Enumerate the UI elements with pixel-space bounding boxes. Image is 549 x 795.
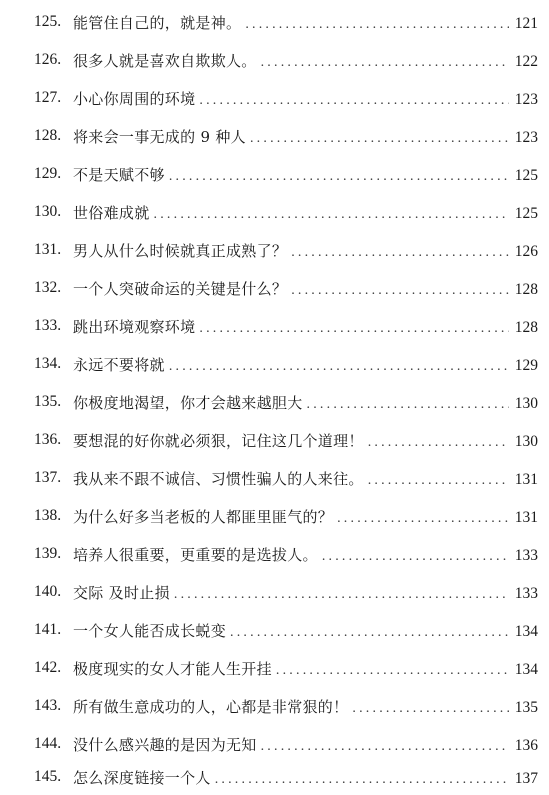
toc-entry-number: 130.: [34, 203, 62, 220]
toc-entry-page: 125: [514, 204, 538, 222]
toc-entry[interactable]: [0, 235, 549, 265]
dot-leader: [154, 207, 509, 223]
toc-entry-title: 将来会一事无成的 9 种人: [73, 127, 246, 146]
dot-leader: [169, 359, 509, 375]
dot-leader: [322, 549, 509, 565]
dot-leader: [291, 245, 509, 261]
dot-leader: [245, 17, 508, 33]
toc-entry-title: 我从来不跟不诚信、习惯性骗人的人来往。: [73, 469, 364, 488]
toc-entry-page: 130: [514, 394, 538, 412]
toc-entry-number: 127.: [34, 89, 62, 106]
toc-entry[interactable]: [0, 729, 549, 759]
toc-entry[interactable]: [0, 387, 549, 417]
toc-entry-page: 123: [514, 128, 538, 146]
dot-leader: [174, 587, 509, 603]
toc-entry-page: 133: [514, 584, 538, 602]
toc-entry-page: 131: [514, 470, 538, 488]
toc-entry-title: 交际 及时止损: [73, 583, 170, 602]
toc-entry[interactable]: [0, 691, 549, 721]
toc-entry-number: 135.: [34, 393, 62, 410]
toc-entry[interactable]: [0, 159, 549, 189]
toc-entry[interactable]: [0, 45, 549, 75]
toc-entry-title: 一个人突破命运的关键是什么？: [73, 279, 288, 298]
toc-entry-title: 所有做生意成功的人，心都是非常狠的！: [73, 697, 349, 716]
toc-entry-number: 145.: [34, 768, 62, 785]
toc-entry-number: 133.: [34, 317, 62, 334]
dot-leader: [199, 93, 508, 109]
toc-entry-page: 134: [514, 660, 538, 678]
toc-entry-number: 131.: [34, 241, 62, 258]
toc-entry-number: 137.: [34, 469, 62, 486]
dot-leader: [368, 473, 509, 489]
toc-entry[interactable]: [0, 577, 549, 607]
toc-entry-title: 你极度地渴望，你才会越来越胆大: [73, 393, 303, 412]
toc-entry[interactable]: [0, 349, 549, 379]
toc-entry-page: 121: [514, 14, 538, 32]
toc-entry[interactable]: [0, 425, 549, 455]
toc-entry[interactable]: [0, 197, 549, 227]
toc-entry-page: 126: [514, 242, 538, 260]
dot-leader: [199, 321, 508, 337]
toc-entry[interactable]: [0, 7, 549, 37]
toc-entry-page: 134: [514, 622, 538, 640]
toc-entry-page: 128: [514, 318, 538, 336]
toc-entry-page: 129: [514, 356, 538, 374]
toc-entry-page: 130: [514, 432, 538, 450]
toc-entry-number: 139.: [34, 545, 62, 562]
dot-leader: [261, 55, 509, 71]
toc-entry-page: 128: [514, 280, 538, 298]
toc-entry[interactable]: [0, 653, 549, 683]
dot-leader: [307, 397, 509, 413]
toc-entry-title: 小心你周围的环境: [73, 89, 196, 108]
toc-entry-page: 125: [514, 166, 538, 184]
toc-entry[interactable]: [0, 121, 549, 151]
dot-leader: [261, 739, 509, 755]
toc-entry-number: 142.: [34, 659, 62, 676]
toc-entry-number: 134.: [34, 355, 62, 372]
toc-entry-title: 一个女人能否成长蜕变: [73, 621, 227, 640]
toc-entry[interactable]: [0, 311, 549, 341]
toc-entry-title: 怎么深度链接一个人: [73, 768, 211, 787]
toc-entry-title: 不是天赋不够: [73, 165, 165, 184]
toc-entry-title: 男人从什么时候就真正成熟了？: [73, 241, 288, 260]
toc-entry-title: 永远不要将就: [73, 355, 165, 374]
toc-entry-number: 125.: [34, 13, 62, 30]
toc-entry-page: 131: [514, 508, 538, 526]
toc-entry-number: 140.: [34, 583, 62, 600]
toc-entry-title: 极度现实的女人才能人生开挂: [73, 659, 272, 678]
toc-entry-number: 128.: [34, 127, 62, 144]
toc-entry[interactable]: [0, 273, 549, 303]
dot-leader: [352, 701, 508, 717]
toc-entry-page: 136: [514, 736, 538, 754]
toc-entry[interactable]: [0, 762, 549, 792]
toc-entry[interactable]: [0, 83, 549, 113]
toc-entry-title: 为什么好多当老板的人都匪里匪气的？: [73, 507, 334, 526]
toc-entry-number: 141.: [34, 621, 62, 638]
dot-leader: [230, 625, 509, 641]
toc-entry-title: 跳出环境观察环境: [73, 317, 196, 336]
toc-entry-number: 138.: [34, 507, 62, 524]
toc-entry-title: 要想混的好你就必须狠，记住这几个道理！: [73, 431, 364, 450]
dot-leader: [250, 131, 509, 147]
toc-entry-title: 很多人就是喜欢自欺欺人。: [73, 51, 257, 70]
toc-entry-title: 没什么感兴趣的是因为无知: [73, 735, 257, 754]
toc-entry[interactable]: [0, 463, 549, 493]
dot-leader: [337, 511, 509, 527]
toc-entry[interactable]: [0, 501, 549, 531]
toc-entry-number: 132.: [34, 279, 62, 296]
toc-entry-page: 123: [514, 90, 538, 108]
toc-entry-page: 122: [514, 52, 538, 70]
toc-entry-number: 129.: [34, 165, 62, 182]
toc-entry-number: 144.: [34, 735, 62, 752]
dot-leader: [276, 663, 509, 679]
toc-entry-number: 143.: [34, 697, 62, 714]
toc-entry[interactable]: [0, 615, 549, 645]
dot-leader: [291, 283, 509, 299]
toc-entry[interactable]: [0, 539, 549, 569]
toc-entry-title: 世俗难成就: [73, 203, 150, 222]
toc-entry-page: 137: [514, 769, 538, 787]
dot-leader: [169, 169, 509, 185]
toc-entry-title: 培养人很重要，更重要的是选拔人。: [73, 545, 318, 564]
dot-leader: [368, 435, 509, 451]
toc-entry-number: 126.: [34, 51, 62, 68]
toc-entry-number: 136.: [34, 431, 62, 448]
toc-entry-page: 135: [514, 698, 538, 716]
toc-entry-page: 133: [514, 546, 538, 564]
toc-entry-title: 能管住自己的，就是神。: [73, 13, 242, 32]
dot-leader: [215, 772, 509, 788]
